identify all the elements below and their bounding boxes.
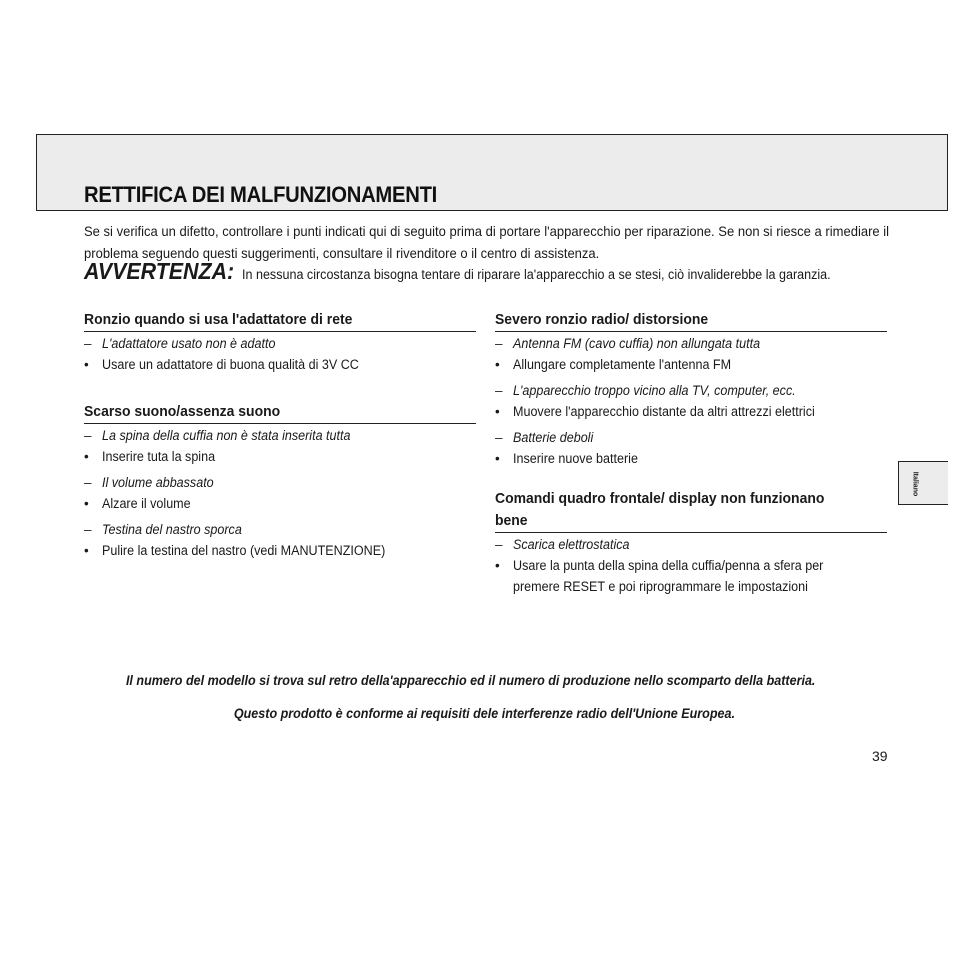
cause-item: – L'adattatore usato non è adatto: [84, 336, 276, 351]
section-front-panel: [495, 488, 887, 597]
warning-notice: [84, 258, 831, 285]
language-label: Italiano: [911, 471, 919, 497]
remedy-item: • Alzare il volume: [84, 496, 191, 511]
remedy-item: • Pulire la testina del nastro (vedi MANUTENZIONE): [84, 543, 386, 558]
section-no-sound: [84, 401, 476, 561]
left-column: [84, 309, 476, 580]
page-number: 39: [872, 748, 888, 764]
remedy-item: • Inserire nuove batterie: [495, 451, 638, 466]
section-heading: Ronzio quando si usa l'adattatore di rete: [84, 309, 476, 332]
section-heading: Severo ronzio radio/ distorsione: [495, 309, 887, 332]
section-heading: Comandi quadro frontale/ display non funzionano bene: [495, 488, 887, 533]
remedy-item: • Usare un adattatore di buona qualità di 3V CC: [84, 357, 359, 372]
remedy-item: • Allungare completamente l'antenna FM: [495, 357, 732, 372]
warning-text: In nessuna circostanza bisogna tentare di riparare la'apparecchio a se stesi, ciò invaliderebbe la garanzia.: [242, 267, 831, 282]
footer-model-note: Il numero del modello si trova sul retro della'apparecchio ed il numero di produzione nello scomparto della batteria.: [125, 673, 816, 688]
cause-item: – Il volume abbassato: [84, 475, 214, 490]
cause-item: – Scarica elettrostatica: [495, 537, 630, 552]
right-column: [495, 309, 887, 616]
footer-conformity-note: Questo prodotto è conforme ai requisiti dele interferenze radio dell'Unione Europea.: [233, 706, 736, 721]
section-adapter-hum: [84, 309, 476, 375]
page-title: RETTIFICA DEI MALFUNZIONAMENTI: [84, 182, 438, 207]
remedy-item: • Usare la punta della spina della cuffia/penna a sfera per premere RESET e poi riprogrammare le impostazioni: [495, 558, 824, 594]
cause-item: – L'apparecchio troppo vicino alla TV, computer, ecc.: [495, 383, 796, 398]
language-tab: [898, 461, 948, 505]
cause-item: – Batterie deboli: [495, 430, 594, 445]
cause-item: – Antenna FM (cavo cuffia) non allungata tutta: [495, 336, 761, 351]
intro-paragraph: Se si verifica un difetto, controllare i punti indicati qui di seguito prima di portare l'apparecchio per riparazione. Se non si riesce a rimediare il problema seguendo questi suggerimenti, consultare il rivenditore o il centro di assistenza.: [84, 223, 890, 261]
remedy-item: • Inserire tuta la spina: [84, 449, 216, 464]
remedy-item: • Muovere l'apparecchio distante da altri attrezzi elettrici: [495, 404, 815, 419]
section-heading: Scarso suono/assenza suono: [84, 401, 476, 424]
cause-item: – Testina del nastro sporca: [84, 522, 242, 537]
cause-item: – La spina della cuffia non è stata inserita tutta: [84, 428, 351, 443]
section-radio-hum: [495, 309, 887, 469]
warning-label: AVVERTENZA:: [84, 258, 235, 284]
